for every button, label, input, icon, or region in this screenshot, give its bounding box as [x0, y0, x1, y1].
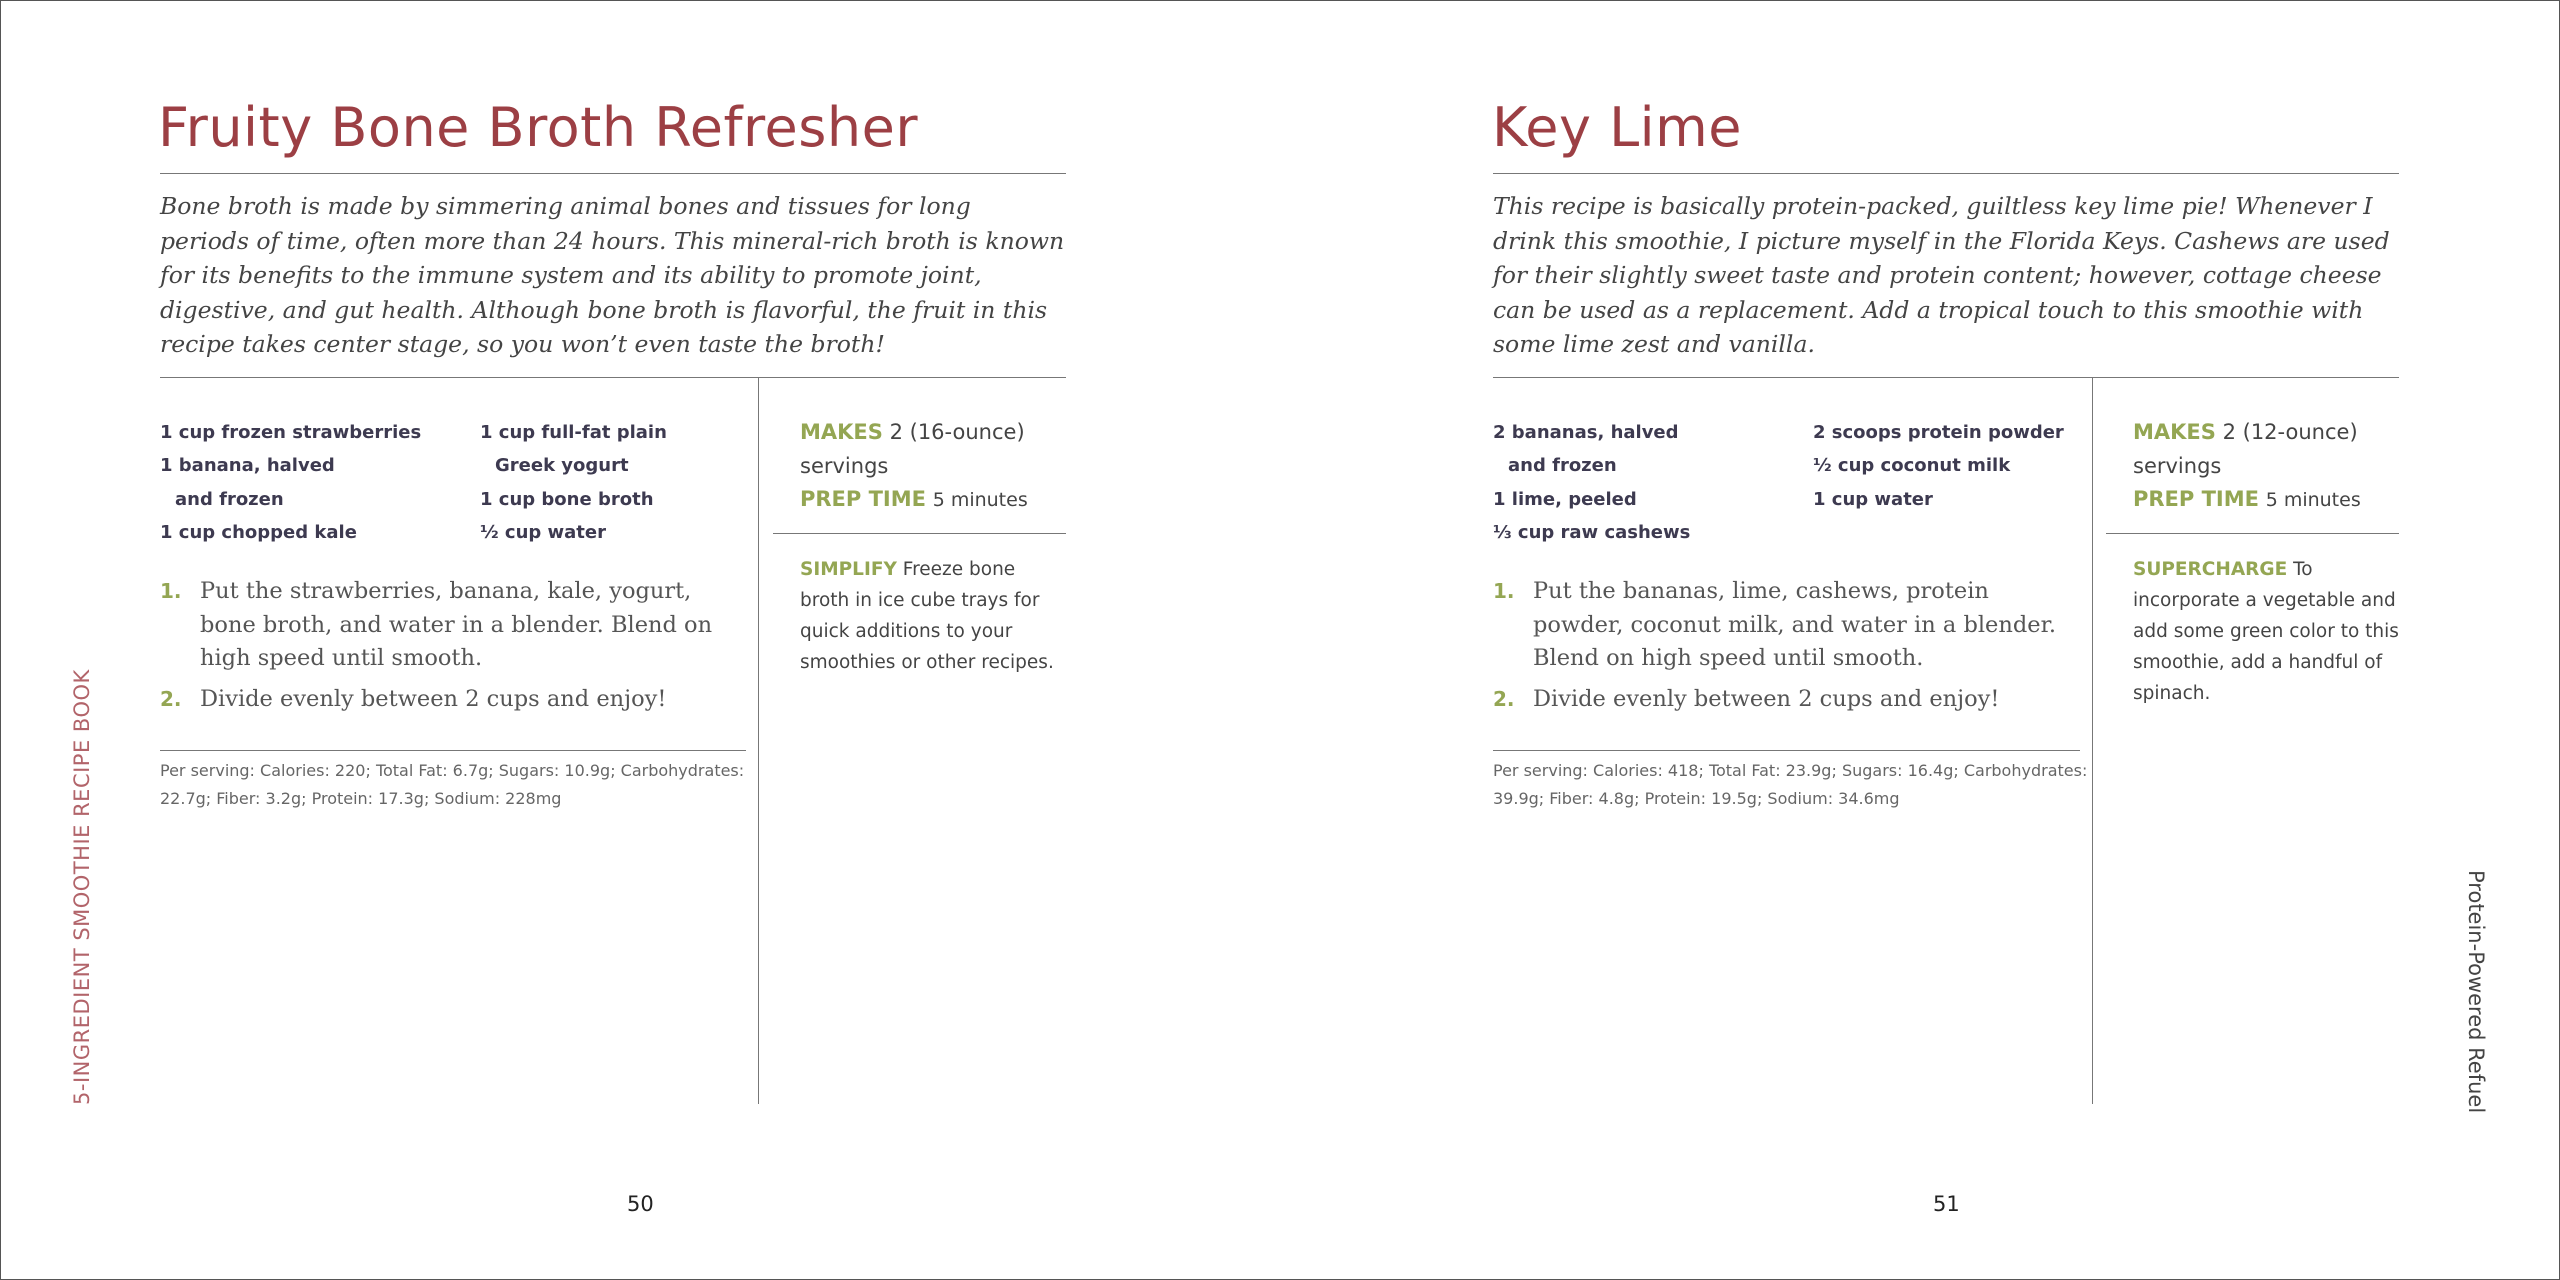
instruction-step	[1493, 683, 2073, 717]
step-number: 1.	[160, 579, 182, 603]
tip-text: Freeze bone broth in ice cube trays for quick additions to your smoothies or other recipes.	[800, 559, 1054, 673]
ingredients-list	[160, 416, 421, 549]
intro-divider	[160, 377, 1066, 378]
makes-label: MAKES	[2133, 420, 2216, 444]
ingredient-item: and frozen	[1508, 455, 1617, 477]
step-text: Divide evenly between 2 cups and enjoy!	[200, 685, 667, 712]
instructions-list	[160, 575, 740, 723]
prep-time-label: PREP TIME	[800, 487, 926, 511]
tip-box	[2133, 554, 2399, 709]
servings-info	[2133, 416, 2399, 518]
tip-divider	[773, 533, 1066, 534]
step-text: Put the strawberries, banana, kale, yogurt, bone broth, and water in a blender. Blend on high speed until smooth.	[200, 578, 713, 671]
nutrition-divider	[160, 750, 746, 751]
step-number: 2.	[1493, 686, 1515, 711]
title-divider	[160, 173, 1066, 174]
intro-divider	[1493, 377, 2399, 378]
instructions-list	[1493, 575, 2073, 723]
ingredient-item: 1 cup chopped kale	[160, 521, 357, 543]
recipe-title: Key Lime	[1492, 96, 1742, 159]
ingredient-item: and frozen	[175, 488, 284, 510]
page-number: 50	[627, 1192, 654, 1216]
step-number: 1.	[1493, 579, 1515, 603]
ingredient-item: 1 cup full-fat plain	[480, 422, 667, 443]
column-divider	[758, 377, 759, 1104]
step-text: Put the bananas, lime, cashews, protein powder, coconut milk, and water in a blender. Blend on high speed until smooth.	[1533, 578, 2057, 671]
ingredient-item: 2 scoops protein powder	[1813, 422, 2064, 443]
prep-time-value: 5 minutes	[2265, 489, 2361, 511]
step-number: 2.	[160, 686, 182, 711]
running-head: 5-INGREDIENT SMOOTHIE RECIPE BOOK	[70, 669, 94, 1105]
makes-value: 2 (16-ounce) servings	[800, 420, 1025, 478]
tip-box	[800, 554, 1066, 678]
instruction-step	[160, 575, 740, 676]
servings-info	[800, 416, 1050, 518]
ingredient-item: 1 lime, peeled	[1493, 488, 1637, 510]
ingredients-list	[1493, 416, 1690, 549]
title-divider	[1493, 173, 2399, 174]
ingredient-item: 1 banana, halved	[160, 455, 335, 477]
recipe-intro: Bone broth is made by simmering animal bones and tissues for long periods of time, often more than 24 hours. This mineral-rich broth is known for its benefits to the immune system and its ability to promote joint, digestive, and gut health. Although bone broth is flavorful, the fruit in this recipe takes center stage, so you won’t even taste the broth!	[160, 192, 1065, 358]
ingredient-item: Greek yogurt	[495, 455, 629, 477]
page-number: 51	[1933, 1192, 1960, 1216]
prep-time-value: 5 minutes	[932, 489, 1028, 511]
running-head: Protein-Powered Refuel	[2464, 870, 2488, 1114]
tip-text: To incorporate a vegetable and add some green color to this smoothie, add a handful of spinach.	[2133, 559, 2399, 704]
prep-time-label: PREP TIME	[2133, 487, 2259, 511]
ingredient-item: 1 cup bone broth	[480, 488, 654, 510]
makes-label: MAKES	[800, 420, 883, 444]
nutrition-info: Per serving: Calories: 418; Total Fat: 23.9g; Sugars: 16.4g; Carbohydrates: 39.9g; Fiber: 4.8g; Protein: 19.5g; Sodium: 34.6mg	[1493, 761, 2088, 808]
ingredient-item: ½ cup coconut milk	[1813, 455, 2011, 477]
ingredient-item: ½ cup water	[480, 521, 606, 543]
column-divider	[2092, 377, 2093, 1104]
nutrition-info: Per serving: Calories: 220; Total Fat: 6.7g; Sugars: 10.9g; Carbohydrates: 22.7g; Fiber: 3.2g; Protein: 17.3g; Sodium: 228mg	[160, 761, 745, 808]
ingredient-item: 1 cup frozen strawberries	[160, 422, 422, 443]
makes-value: 2 (12-ounce) servings	[2133, 420, 2358, 478]
ingredient-item: ⅓ cup raw cashews	[1493, 521, 1691, 543]
ingredients-list	[1813, 416, 2064, 516]
ingredient-item: 1 cup water	[1813, 488, 1933, 510]
step-text: Divide evenly between 2 cups and enjoy!	[1533, 685, 2000, 712]
recipe-intro: This recipe is basically protein-packed, guiltless key lime pie! Whenever I drink this smoothie, I picture myself in the Florida Keys. Cashews are used for their slightly sweet taste and protein content; however, cottage cheese can be used as a replacement. Add a tropical touch to this smoothie with some lime zest and vanilla.	[1493, 192, 2390, 358]
ingredients-list	[480, 416, 667, 549]
tip-label: SIMPLIFY	[800, 559, 897, 580]
instruction-step	[160, 683, 740, 717]
instruction-step	[1493, 575, 2073, 676]
ingredient-item: 2 bananas, halved	[1493, 422, 1679, 443]
recipe-title: Fruity Bone Broth Refresher	[158, 96, 919, 159]
nutrition-divider	[1493, 750, 2080, 751]
tip-divider	[2106, 533, 2399, 534]
tip-label: SUPERCHARGE	[2133, 559, 2288, 580]
